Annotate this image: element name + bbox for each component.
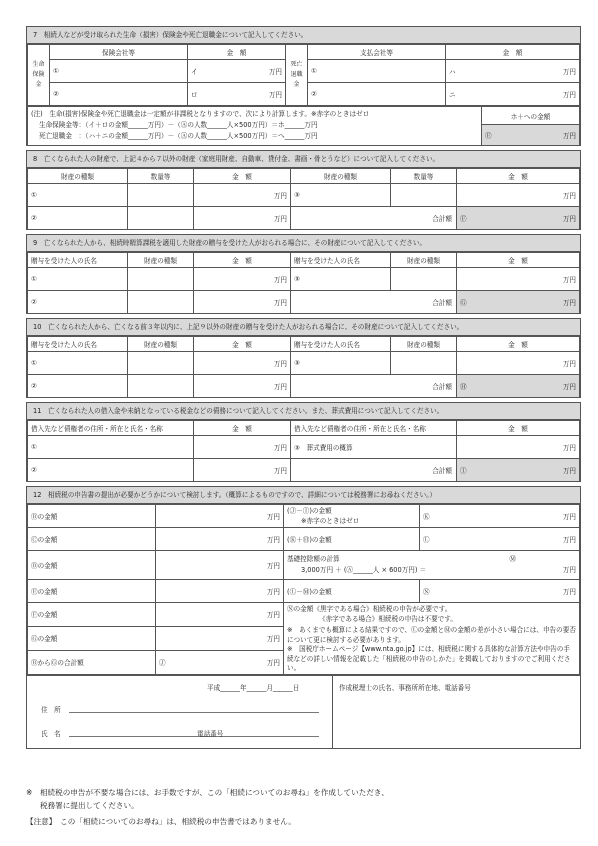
gift10-row-1[interactable]: ① — [28, 352, 128, 375]
name-label: 氏 名 — [41, 729, 61, 738]
col-qty-2: 数量等 — [391, 169, 457, 184]
section-11-header: 11 亡くなられた人の借入金や未納となっている税金などの債務について記入してください。また、葬式費用について記入してください。 — [27, 403, 580, 420]
col-amount-2: 金 額 — [457, 169, 580, 184]
prop-total-f[interactable]: Ⓕ 万円 — [457, 207, 580, 230]
prop-qty-1[interactable] — [128, 184, 194, 207]
debt-total-i[interactable]: Ⓘ 万円 — [457, 459, 580, 482]
gift10-row-3[interactable]: ③ — [291, 352, 391, 375]
insurance-note-table — [27, 106, 580, 146]
gift9-row-1[interactable]: ① — [28, 268, 128, 291]
col-qty: 数量等 — [128, 169, 194, 184]
col-amount: 金 額 — [194, 421, 291, 436]
prop-amount-3[interactable]: 万円 — [457, 184, 580, 207]
gift9-total-label: 合計額 — [291, 291, 457, 314]
calc-n-amount[interactable]: Ⓝ 万円 — [420, 580, 580, 603]
funeral-cost-amount[interactable]: 万円 — [457, 436, 580, 459]
calc-kh-label: (Ⓚ＋Ⓗ)の金額 — [284, 528, 420, 551]
note-approx: ※ あくまでも概算による結果ですので、Ⓛの金額とⓂの金額の差が小さい場合には、申告の要否について更に検討する必要があります。 — [287, 626, 576, 644]
sum-e-field[interactable]: Ⓔ 万円 — [482, 125, 580, 146]
section-10 — [26, 318, 581, 398]
debt-row-1[interactable]: ① — [28, 436, 194, 459]
col-creditor: 借入先など債権者の住所・所在と氏名・名称 — [28, 421, 194, 436]
calc-l-amount[interactable]: Ⓛ 万円 — [420, 528, 580, 551]
debt-table — [27, 420, 580, 482]
note-nta: ※ 国税庁ホームページ【www.nta.go.jp】には、相続税に関する具体的な計算方法や申告の手続などの詳しい情報を記載した「相続税の申告のしかた」を掲載しておりますのでご利用ください。 — [287, 645, 571, 672]
col-amount-2: 金 額 — [457, 337, 580, 352]
ins-amount-i[interactable]: イ 万円 — [188, 60, 286, 83]
prop-row-3[interactable]: ③ — [291, 184, 391, 207]
prop-total-label: 合計額 — [291, 207, 457, 230]
section-10-header: 10 亡くなられた人から、亡くなる前３年以内に、上記９以外の財産の贈与を受けた人がおられる場合に、その財産について記入してください。 — [27, 319, 580, 336]
ret-amount-ni[interactable]: ニ 万円 — [446, 83, 580, 106]
life-insurance-label: 生命保険金 — [28, 45, 50, 106]
section-8-header: 8 亡くなられた人の財産で、上記４から７以外の財産（家庭用財産、自動車、貸付金、書画・骨とうなど）について記入してください。 — [27, 151, 580, 168]
section-9 — [26, 234, 581, 314]
col-kind: 財産の種類 — [128, 337, 194, 352]
calc-f-amount[interactable]: 万円 — [156, 603, 284, 627]
tax-accountant-label: 作成税理士の氏名、事務所所在地、電話番号 — [339, 683, 471, 692]
section-12-header: 12 相続税の申告書の提出が必要かどうかについて検討します。（概算によるものですので、詳細については税務署にお尋ねください。） — [27, 487, 580, 504]
note-n-red: 《赤字である場合》相続税の申告は不要です。 — [319, 614, 457, 623]
calc-d-amount[interactable]: 万円 — [156, 551, 284, 580]
ret-row-2[interactable]: ② — [308, 83, 446, 106]
insurance-note-3: 死亡退職金 ：（ハ＋ニの金額______万円）－（Ⓐの人数______人×500万円）＝へ______万円 — [39, 132, 318, 140]
prop-qty-2[interactable] — [128, 207, 194, 230]
gift10-kind-1[interactable] — [128, 352, 194, 375]
gift10-amount-1[interactable]: 万円 — [194, 352, 291, 375]
retirement-label: 死亡退職金 — [286, 45, 308, 106]
footer-line-1: ※ 相続税の申告が不要な場合には、お手数ですが、この「相続についてのお尋ね」を作成していただき、 — [26, 788, 389, 797]
calc-b-label: Ⓑの金額 — [28, 505, 156, 528]
gift9-row-2[interactable]: ② — [28, 291, 128, 314]
col-creditor-2: 借入先など債権者の住所・所在と氏名・名称 — [291, 421, 457, 436]
settlement-gift-table — [27, 252, 580, 314]
gift10-amount-2[interactable]: 万円 — [194, 375, 291, 398]
gift9-kind-2[interactable] — [128, 291, 194, 314]
gift10-kind-2[interactable] — [128, 375, 194, 398]
section-11 — [26, 402, 581, 482]
gift9-kind-1[interactable] — [128, 268, 194, 291]
sum-ho-he-label: ホ＋への金額 — [482, 107, 580, 125]
calc-table — [27, 504, 580, 675]
calc-lm-label: (Ⓛ－Ⓜ)の金額 — [284, 580, 420, 603]
calc-e-amount[interactable]: 万円 — [156, 580, 284, 603]
prop-row-1[interactable]: ① — [28, 184, 128, 207]
col-amount-2: 金 額 — [457, 421, 580, 436]
col-kind-2: 財産の種類 — [391, 253, 457, 268]
calc-g-label: Ⓖの金額 — [28, 626, 156, 650]
calc-k-amount[interactable]: Ⓚ 万円 — [420, 505, 580, 528]
footer-line-2: 税務署に提出してください。 — [40, 801, 139, 810]
insurance-note-1: (注) 生命(損害)保険金や死亡退職金は一定額が非課税となりますので、次により計算します。※赤字のときはゼロ — [31, 110, 370, 118]
calc-e-label: Ⓔの金額 — [28, 580, 156, 603]
col-name: 贈与を受けた人の氏名 — [28, 337, 128, 352]
funeral-cost-label: ③ 葬式費用の概算 — [291, 436, 457, 459]
col-kind-2: 財産の種類 — [291, 169, 391, 184]
form-page — [26, 26, 581, 749]
calc-c-amount[interactable]: 万円 — [156, 528, 284, 551]
col-name-2: 贈与を受けた人の氏名 — [291, 253, 391, 268]
calc-j-amount[interactable]: Ⓙ 万円 — [156, 650, 284, 674]
address-label: 住 所 — [41, 705, 61, 714]
prop-row-2[interactable]: ② — [28, 207, 128, 230]
footer-caution: 【注意】 この「相続についてのお尋ね」は、相続税の申告書ではありません。 — [26, 817, 296, 826]
filing-date[interactable]: 平成______年______月______日 — [207, 683, 300, 692]
calc-b-amount[interactable]: 万円 — [156, 505, 284, 528]
section-7-header: 7 相続人などが受け取られた生命（損害）保険金や死亡退職金について記入してください。 — [27, 27, 580, 44]
note-n-black: Ⓝの金額《黒字である場合》相続税の申告が必要です。 — [287, 605, 452, 613]
filer-info — [27, 676, 333, 748]
col-kind: 財産の種類 — [128, 253, 194, 268]
section-9-header: 9 亡くなられた人から、相続時精算課税を適用した財産の贈与を受けた人がおられる場合に、その財産について記入してください。 — [27, 235, 580, 252]
calc-d-label: Ⓓの金額 — [28, 551, 156, 580]
prop-amount-1[interactable]: 万円 — [194, 184, 291, 207]
col-kind-2: 財産の種類 — [391, 337, 457, 352]
col-kind: 財産の種類 — [28, 169, 128, 184]
gift9-amount-3[interactable]: 万円 — [457, 268, 580, 291]
ins-amount-ro[interactable]: ロ 万円 — [188, 83, 286, 106]
ret-row-1[interactable]: ① — [308, 60, 446, 83]
calc-bg-total-label: ⒷからⒼの合計額 — [28, 650, 156, 674]
calc-jl-label: (Ⓙ－Ⓘ)の金額 ※赤字のときはゼロ — [284, 505, 420, 528]
debt-row-2[interactable]: ② — [28, 459, 194, 482]
gift9-total-g[interactable]: Ⓖ 万円 — [457, 291, 580, 314]
address-line[interactable] — [69, 712, 319, 713]
name-line[interactable] — [69, 736, 319, 737]
ins-row-1[interactable]: ① — [50, 60, 188, 83]
calc-result-notes — [284, 603, 580, 675]
col-amount: 金 額 — [194, 337, 291, 352]
col-amount: 金 額 — [194, 169, 291, 184]
gift10-total-h[interactable]: Ⓗ 万円 — [457, 375, 580, 398]
basic-deduction-calc[interactable]: 基礎控除額の計算 Ⓜ 3,000万円 ＋ (Ⓐ______人 × 600万円) ＝ 万円 — [284, 551, 580, 580]
section-8 — [26, 150, 581, 230]
col-payer: 支払会社等 — [308, 45, 446, 60]
calc-f-label: Ⓕの金額 — [28, 603, 156, 627]
other-property-table — [27, 168, 580, 230]
col-amount-2: 金 額 — [446, 45, 580, 60]
col-amount: 金 額 — [194, 253, 291, 268]
prop-qty-3[interactable] — [391, 184, 457, 207]
calc-g-amount[interactable]: 万円 — [156, 626, 284, 650]
ret-amount-ha[interactable]: ハ 万円 — [446, 60, 580, 83]
col-name-2: 贈与を受けた人の氏名 — [291, 337, 391, 352]
signature-area — [26, 675, 581, 749]
gift9-amount-2[interactable]: 万円 — [194, 291, 291, 314]
gift10-amount-3[interactable]: 万円 — [457, 352, 580, 375]
gift9-kind-3[interactable] — [391, 268, 457, 291]
prop-amount-2[interactable]: 万円 — [194, 207, 291, 230]
gift10-row-2[interactable]: ② — [28, 375, 128, 398]
debt-total-label: 合計額 — [291, 459, 457, 482]
footer-notes — [26, 786, 586, 828]
debt-amount-1[interactable]: 万円 — [194, 436, 291, 459]
gift10-kind-3[interactable] — [391, 352, 457, 375]
ins-row-2[interactable]: ② — [50, 83, 188, 106]
section-12 — [26, 486, 581, 675]
gift10-total-label: 合計額 — [291, 375, 457, 398]
section-7 — [26, 26, 581, 146]
col-name: 贈与を受けた人の氏名 — [28, 253, 128, 268]
gift9-row-3[interactable]: ③ — [291, 268, 391, 291]
gift9-amount-1[interactable]: 万円 — [194, 268, 291, 291]
calc-c-label: Ⓒの金額 — [28, 528, 156, 551]
col-company: 保険会社等 — [50, 45, 188, 60]
insurance-table — [27, 44, 580, 106]
prior-gift-table — [27, 336, 580, 398]
debt-amount-2[interactable]: 万円 — [194, 459, 291, 482]
col-amount: 金 額 — [188, 45, 286, 60]
col-amount-2: 金 額 — [457, 253, 580, 268]
insurance-note-2: 生命保険金等：（イ＋ロの金額______万円）－（Ⓐの人数______人×500万円）＝ホ______万円 — [39, 121, 318, 129]
phone-label: 電話番号 — [197, 729, 224, 738]
